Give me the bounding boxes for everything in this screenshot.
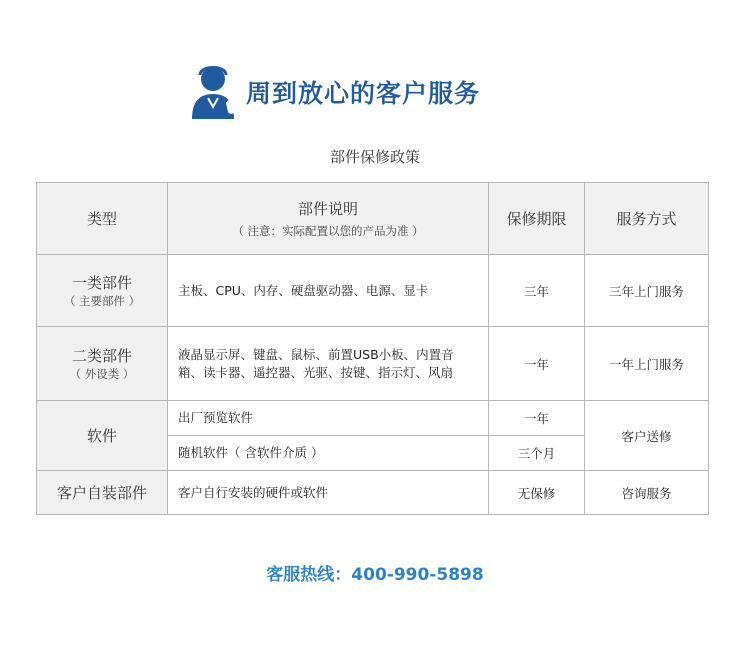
header-period: 保修期限 [489,183,585,255]
row-type: 客户自装部件 [37,471,168,515]
table-row [37,401,709,436]
row-desc: 随机软件（ 含软件介质 ） [168,436,489,471]
page-header [188,62,480,122]
header-desc-note: （ 注意：实际配置以您的产品为准 ） [232,224,424,238]
page-title: 周到放心的客户服务 [246,79,481,108]
row-type-note: （ 主要部件 ） [63,294,141,308]
table-header-row [37,183,709,255]
header-desc-label: 部件说明 [297,200,358,218]
header-service: 服务方式 [585,183,709,255]
row-desc: 主板、CPU、内存、硬盘驱动器、电源、显卡 [168,255,489,327]
table-row [37,255,709,327]
row-desc: 液晶显示屏、键盘、鼠标、前置USB小板、内置音箱、读卡器、遥控器、光驱、按键、指示灯、风扇 [168,327,489,401]
row-desc: 出厂预览软件 [168,401,489,436]
table-caption: 部件保修政策 [329,148,420,166]
row-desc: 客户自行安装的硬件或软件 [168,471,489,515]
row-type-cell [37,255,168,327]
table-row [37,471,709,515]
table-row [37,327,709,401]
warranty-table [36,182,709,515]
row-service: 三年上门服务 [585,255,709,327]
header-desc [168,183,489,255]
row-service: 客户送修 [585,401,709,471]
row-period: 三个月 [489,436,585,471]
row-type: 软件 [37,401,168,471]
row-period: 一年 [489,327,585,401]
row-period: 无保修 [489,471,585,515]
customer-service-person-icon [188,63,240,121]
row-type: 一类部件 [71,274,132,292]
row-period: 三年 [489,255,585,327]
row-service: 咨询服务 [585,471,709,515]
row-type-cell [37,327,168,401]
header-type: 类型 [37,183,168,255]
hotline-text: 客服热线：400-990-5898 [266,565,484,585]
row-type-note: （ 外设类 ） [69,367,135,381]
row-service: 一年上门服务 [585,327,709,401]
row-type: 二类部件 [71,347,132,365]
row-period: 一年 [489,401,585,436]
